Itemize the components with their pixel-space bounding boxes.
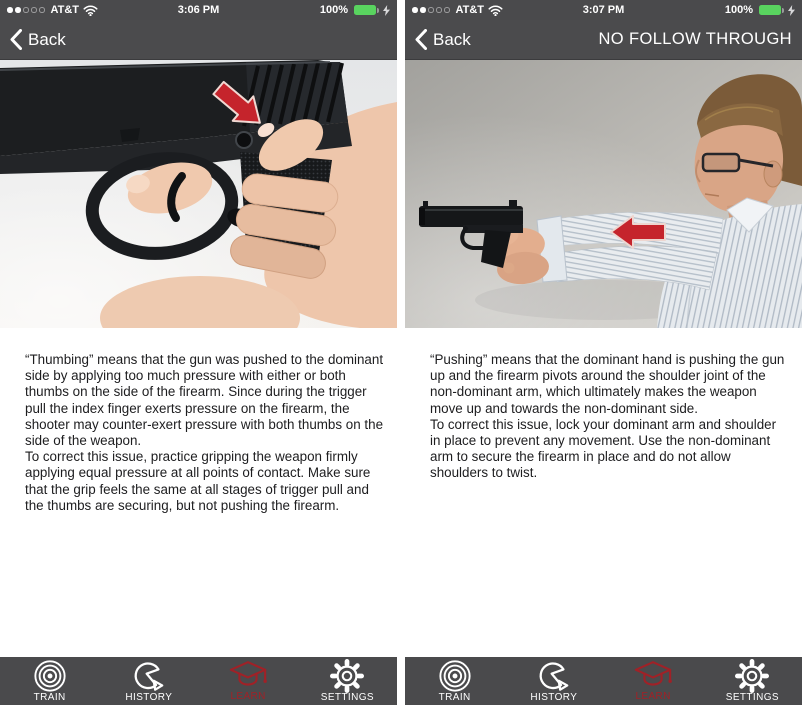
back-label: Back — [28, 29, 66, 49]
graduation-cap-icon — [633, 659, 673, 692]
screen-thumbing — [0, 0, 397, 705]
wifi-icon — [488, 5, 503, 16]
status-time: 3:07 PM — [582, 4, 625, 16]
pie-chart-icon — [536, 659, 572, 693]
tab-history[interactable] — [99, 659, 198, 705]
tab-settings[interactable] — [298, 659, 397, 705]
lesson-text — [0, 328, 397, 657]
pistol-grip-illustration — [0, 60, 397, 328]
signal-strength-icon — [7, 7, 45, 13]
pushing-photo — [405, 60, 802, 328]
carrier-label: AT&T — [50, 4, 80, 16]
battery-percent: 100% — [724, 4, 753, 16]
lesson-paragraph: “Thumbing” means that the gun was pushed to the dominant side by applying too much pressure with either or both thumbs on the side of the firearm. Since during the trigger pull the index finger exerts pressure on the firearm, the shooter may counter-exert pressure with both thumbs on the side of the weapon. — [25, 352, 384, 449]
tab-label: SETTINGS — [725, 692, 779, 703]
status-time: 3:06 PM — [177, 4, 220, 16]
tab-label: HISTORY — [530, 692, 578, 703]
pie-chart-icon — [131, 659, 167, 693]
tab-label: SETTINGS — [320, 692, 374, 703]
gear-icon — [735, 659, 769, 693]
tab-label: HISTORY — [125, 692, 173, 703]
battery-icon — [354, 5, 376, 15]
page-title: NO FOLLOW THROUGH — [598, 30, 792, 48]
status-bar — [405, 0, 802, 20]
nav-bar — [405, 20, 802, 60]
tab-label: LEARN — [230, 691, 266, 702]
gear-icon — [330, 659, 364, 693]
tab-learn[interactable] — [199, 659, 298, 705]
battery-icon — [759, 5, 781, 15]
tab-train[interactable] — [0, 659, 99, 705]
chevron-left-icon — [10, 29, 22, 50]
target-icon — [438, 659, 472, 693]
shooter-stance-illustration — [405, 60, 802, 328]
tab-history[interactable] — [504, 659, 603, 705]
tab-label: LEARN — [635, 691, 671, 702]
carrier-label: AT&T — [455, 4, 485, 16]
thumbing-photo — [0, 60, 397, 328]
back-label: Back — [433, 29, 471, 49]
back-button[interactable] — [415, 29, 471, 50]
graduation-cap-icon — [228, 659, 268, 692]
glasses — [703, 154, 739, 171]
back-button[interactable] — [10, 29, 66, 50]
tab-learn[interactable] — [604, 659, 703, 705]
tab-train[interactable] — [405, 659, 504, 705]
signal-strength-icon — [412, 7, 450, 13]
target-icon — [33, 659, 67, 693]
lesson-paragraph: To correct this issue, practice gripping the weapon firmly applying equal pressure at all points of contact. Make sure that the grip feels the same at all stages of trigger pull and the thumbs are securing, but not pushing the firearm. — [25, 449, 371, 513]
charging-bolt-icon — [383, 5, 390, 16]
tab-label: TRAIN — [33, 692, 66, 703]
lesson-paragraph: To correct this issue, lock your dominant arm and shoulder in place to prevent any movement. Use the non-dominant arm to secure the firearm in place and do not allow shoulders to twist. — [430, 416, 777, 481]
charging-bolt-icon — [788, 5, 795, 16]
tab-bar — [405, 657, 802, 705]
tab-label: TRAIN — [438, 692, 471, 703]
nav-bar — [0, 20, 397, 60]
screen-no-follow-through — [405, 0, 802, 705]
battery-percent: 100% — [319, 4, 348, 16]
tab-bar — [0, 657, 397, 705]
tab-settings[interactable] — [703, 659, 802, 705]
status-bar — [0, 0, 397, 20]
lesson-text — [405, 328, 802, 657]
chevron-left-icon — [415, 29, 427, 50]
wifi-icon — [83, 5, 98, 16]
lesson-paragraph: “Pushing” means that the dominant hand is pushing the gun up and the firearm pivots around the shoulder joint of the non-dominant arm, which ultimately makes the weapon move up and towards the non-dominant side. — [430, 352, 785, 416]
